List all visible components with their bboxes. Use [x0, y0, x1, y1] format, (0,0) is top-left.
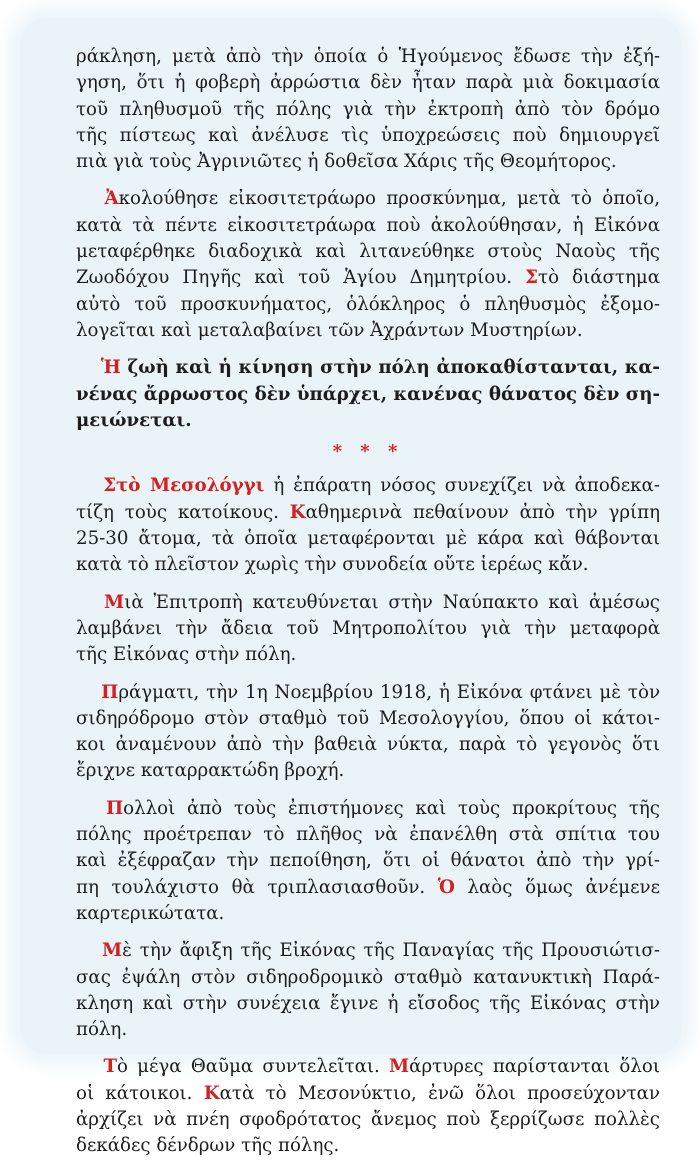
- text-run: ὸ μέγα Θαῦμα συντελεῖται.: [116, 1056, 380, 1078]
- paragraph-7: [76, 796, 660, 927]
- text-line: αὐτὸ τοῦ προσκυνήματος, ὁλόκληρος ὁ πληθυσμὸς ἐξομο-: [76, 293, 660, 315]
- paragraph-6: [76, 680, 660, 785]
- initial-letter: Τ: [103, 1056, 117, 1078]
- text-run: πη τουλάχιστο θὰ τριπλασιασθοῦν.: [76, 876, 426, 898]
- text-run: ράγματι, τὴν 1η Νοεμβρίου 1918, ἡ Εἰκόνα φτάνει μὲ τὸν: [118, 681, 660, 703]
- text-line: κατὰ τὰ πέντε εἰκοσιτετράωρα ποὺ ἀκολούθησαν, ἡ Εἰκόνα: [76, 214, 660, 236]
- text-line: νένας ἄρρωστος δὲν ὑπάρχει, κανένας θάνατος δὲν ση-: [76, 383, 660, 405]
- text-line: ἔριχνε καταρρακτώδη βροχή.: [76, 760, 345, 782]
- lead-phrase: Στὸ Μεσολόγγι: [103, 475, 265, 497]
- text-run: ατὰ τὸ Μεσονύκτιο, ἐνῶ ὅλοι προσεύχονταν: [219, 1082, 660, 1104]
- text-line: κατὰ τὸ πλεῖστον χωρὶς τὴν συνοδεία οὔτε ἱερέως κἄν.: [76, 554, 589, 576]
- text-line: [76, 938, 660, 964]
- text-run: τίζη τοὺς κατοίκους.: [76, 501, 279, 523]
- text-run: τὸ διάστημα: [538, 267, 660, 289]
- initial-letter: Ἀ: [104, 188, 119, 210]
- text-run: ὲ τὴν ἄφιξη τῆς Εἰκόνας τῆς Παναγίας τῆς Προυσιώτισ-: [122, 940, 660, 962]
- paragraph-3-bold: [76, 355, 660, 434]
- text-run: άρτυρες παρίστανται ὅλοι: [409, 1056, 660, 1078]
- initial-letter: Κ: [203, 1082, 220, 1104]
- text-line: [76, 590, 660, 616]
- paragraph-1: [76, 44, 660, 175]
- text-line: 25-30 ἄτομα, τὰ ὁποῖα μεταφέρονται μὲ κάρα καὶ θάβονται: [76, 528, 660, 550]
- text-run: αθημερινὰ πεθαίνουν ἀπὸ τὴν γρίπη: [305, 501, 660, 523]
- paragraph-2: [76, 186, 660, 344]
- initial-letter: Μ: [102, 940, 123, 962]
- text-run: λαὸς ὅμως ἀνέμενε: [467, 876, 660, 898]
- text-line: κληση καὶ στὴν συνέχεια ἔγινε ἡ εἴσοδος τῆς Εἰκόνας στὴν: [76, 992, 660, 1014]
- text-line: λαμβάνει τὴν ἄδεια τοῦ Μητροπολίτου γιὰ τὴν μεταφορὰ: [76, 617, 660, 639]
- text-run: Ζωοδόχου Πηγῆς καὶ τοῦ Ἁγίου Δημητρίου.: [76, 267, 513, 289]
- text-run: κολούθησε εἰκοσιτετράωρο προσκύνημα, μετὰ τὸ ὁποῖο,: [118, 188, 660, 210]
- paragraph-4: [76, 473, 660, 578]
- page-panel: [20, 18, 682, 1157]
- paragraph-9: [76, 1054, 660, 1159]
- text-line: ἀρχίζει νὰ πνέη σφοδρότατος ἄνεμος ποὺ ξερρίζωσε πολλὲς: [76, 1108, 660, 1130]
- section-separator: * * *: [332, 441, 404, 463]
- text-line: [76, 1054, 660, 1080]
- text-line: καρτερικώτατα.: [76, 902, 225, 924]
- initial-letter: Μ: [104, 591, 125, 613]
- paragraph-5: [76, 590, 660, 669]
- text-line: πιὰ γιὰ τοὺς Ἀγρινιῶτες ἡ δοθεῖσα Χάρις τῆς Θεομήτορος.: [76, 151, 617, 173]
- text-line: τῆς Εἰκόνας στὴν πόλη.: [76, 644, 297, 666]
- text-run: ιὰ Ἐπιτροπὴ κατευθύνεται στὴν Ναύπακτο καὶ ἀμέσως: [124, 591, 660, 613]
- text-line: πόλη.: [76, 1019, 128, 1041]
- text-line: δεκάδες δένδρων τῆς πόλης.: [76, 1135, 340, 1157]
- text-line: [76, 355, 660, 381]
- initial-letter: Ἡ: [100, 357, 121, 379]
- initial-letter: Π: [101, 681, 119, 703]
- text-line: τοῦ πληθυσμοῦ τῆς πόλης γιὰ τὴν ἐκτροπὴ ἀπὸ τὸν δρόμο: [76, 98, 660, 120]
- text-line: [76, 875, 660, 901]
- text-line: λογεῖται καὶ μεταλαβαίνει τῶν Ἀχράντων Μυστηρίων.: [76, 319, 583, 341]
- initial-letter: Κ: [289, 501, 306, 523]
- initial-letter: Ὁ: [437, 876, 455, 898]
- text-line: [76, 265, 660, 291]
- initial-letter: Σ: [525, 267, 539, 289]
- text-line: καὶ ἐξέφραζαν τὴν πεποίθηση, ὅτι οἱ θάνατοι ἀπὸ τὴν γρί-: [76, 850, 660, 872]
- initial-letter: Π: [105, 797, 124, 819]
- text-line: μεταφέρθηκε διαδοχικὰ καὶ λιτανεύθηκε στοὺς Ναοὺς τῆς: [76, 241, 660, 263]
- text-line: γηση, ὅτι ἡ φοβερὴ ἀρρώστια δὲν ἦταν παρὰ μιὰ δοκιμασία: [76, 72, 660, 94]
- text-line: κοι ἀναμένουν ἀπὸ τὴν βαθειὰ νύκτα, παρὰ τὸ γεγονὸς ὅτι: [76, 734, 660, 756]
- text-line: [76, 500, 660, 526]
- text-line: μειώνεται.: [76, 409, 192, 431]
- text-line: τῆς πίστεως καὶ ἀνέλυσε τὶς ὑποχρεώσεις ποὺ δημιουργεῖ: [76, 124, 660, 146]
- text-run: οἱ κάτοικοι.: [76, 1082, 193, 1104]
- text-line: [76, 796, 660, 822]
- text-line: σας ἐψάλη στὸν σιδηροδρομικὸ σταθμὸ κατανυκτικὴ Παρά-: [76, 966, 660, 988]
- text-line: [76, 186, 660, 212]
- text-run: ζωὴ καὶ ἡ κίνηση στὴν πόλη ἀποκαθίστανται, κα-: [120, 357, 660, 379]
- text-run: ἡ ἐπάρατη νόσος συνεχίζει νὰ ἀποδεκα-: [264, 475, 660, 497]
- text-run: ολλοὶ ἀπὸ τοὺς ἐπιστήμονες καὶ τοὺς προκρίτους τῆς: [123, 797, 660, 819]
- text-line: ράκληση, μετὰ ἀπὸ τὴν ὁποία ὁ Ἡγούμενος ἔδωσε τὴν ἐξή-: [76, 46, 660, 67]
- text-line: [76, 680, 660, 706]
- paragraph-8: [76, 938, 660, 1043]
- text-line: [76, 473, 660, 499]
- text-line: πόλης προέτρεπαν τὸ πλῆθος νὰ ἐπανέλθη στὰ σπίτια του: [76, 824, 660, 846]
- document-body: [76, 44, 660, 1171]
- initial-letter: Μ: [389, 1056, 410, 1078]
- text-line: [76, 1081, 660, 1107]
- text-line: σιδηρόδρομο στὸν σταθμὸ τοῦ Μεσολογγίου, ὅπου οἱ κάτοι-: [76, 707, 660, 729]
